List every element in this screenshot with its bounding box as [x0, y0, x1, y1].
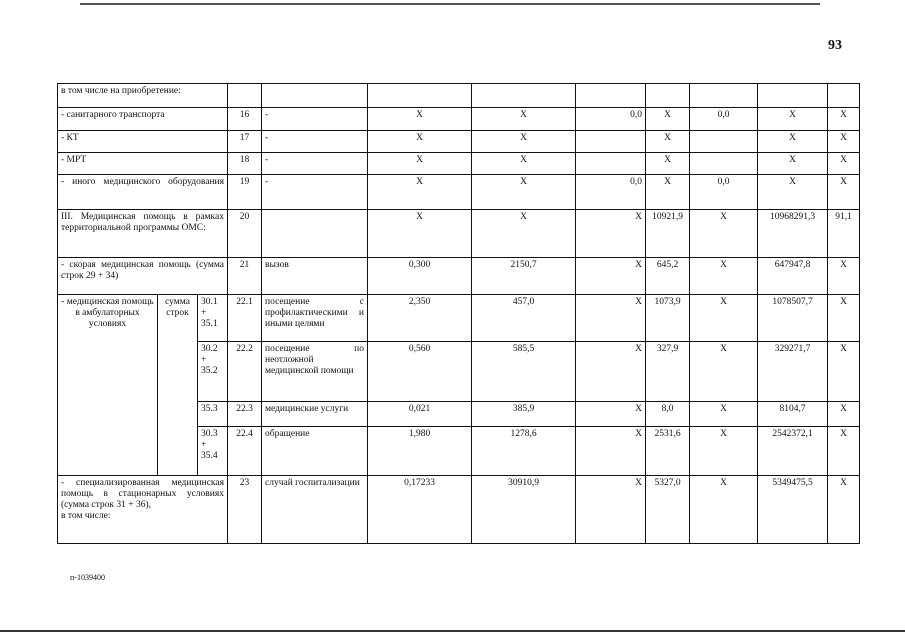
unit-cell: - — [262, 175, 368, 210]
value-cell: 91,1 — [828, 210, 860, 258]
table-row — [58, 258, 860, 295]
value-cell: Х — [828, 108, 860, 131]
value-cell: Х — [690, 342, 758, 402]
ambulatory-label: - медицинская помощь в амбулаторных условиях — [58, 295, 158, 476]
row-label: - МРТ — [58, 153, 228, 175]
unit-cell — [262, 210, 368, 258]
unit-cell: - — [262, 108, 368, 131]
value-cell: 8104,7 — [758, 402, 828, 427]
value-cell: 1078507,7 — [758, 295, 828, 342]
sum-rows-cell: 30.3 + 35.4 — [198, 427, 228, 476]
value-cell: Х — [758, 131, 828, 153]
value-cell: 5327,0 — [646, 476, 690, 544]
unit-cell: - — [262, 153, 368, 175]
financing-table — [57, 83, 860, 544]
bottom-rule — [0, 630, 905, 632]
value-cell: 2542372,1 — [758, 427, 828, 476]
value-cell: Х — [576, 427, 646, 476]
value-cell: Х — [828, 175, 860, 210]
sum-rows-cell: 30.1 + 35.1 — [198, 295, 228, 342]
value-cell: Х — [472, 153, 576, 175]
value-cell: 2,350 — [368, 295, 472, 342]
value-cell: 329271,7 — [758, 342, 828, 402]
value-cell: Х — [828, 153, 860, 175]
unit-cell: - — [262, 131, 368, 153]
value-cell: Х — [646, 175, 690, 210]
table-row — [58, 175, 860, 210]
page-number: 93 — [828, 38, 842, 53]
value-cell: Х — [758, 153, 828, 175]
value-cell: Х — [576, 476, 646, 544]
row-number: 23 — [228, 476, 262, 544]
value-cell: 457,0 — [472, 295, 576, 342]
value-cell: 30910,9 — [472, 476, 576, 544]
row-label: - скорая медицинская помощь (сумма строк 29 + 34) — [58, 258, 228, 295]
value-cell: 8,0 — [646, 402, 690, 427]
value-cell: Х — [472, 108, 576, 131]
value-cell: 0,17233 — [368, 476, 472, 544]
value-cell: Х — [758, 175, 828, 210]
value-cell: 2531,6 — [646, 427, 690, 476]
sum-rows-label: сумма строк — [158, 295, 198, 476]
row-number: 16 — [228, 108, 262, 131]
row-label — [58, 476, 228, 544]
row-label: - санитарного транспорта — [58, 108, 228, 131]
row-number: 22.1 — [228, 295, 262, 342]
value-cell: Х — [368, 175, 472, 210]
value-cell: Х — [828, 427, 860, 476]
value-cell: 385,9 — [472, 402, 576, 427]
value-cell: 0,0 — [576, 175, 646, 210]
table-row — [58, 131, 860, 153]
row-number: 21 — [228, 258, 262, 295]
value-cell: 5349475,5 — [758, 476, 828, 544]
table-row — [58, 295, 860, 342]
value-cell: Х — [828, 131, 860, 153]
value-cell: 645,2 — [646, 258, 690, 295]
value-cell: 1278,6 — [472, 427, 576, 476]
value-cell: 0,0 — [690, 175, 758, 210]
value-cell: Х — [646, 153, 690, 175]
value-cell: Х — [472, 131, 576, 153]
value-cell: Х — [828, 402, 860, 427]
table-row — [58, 108, 860, 131]
unit-cell: обращение — [262, 427, 368, 476]
value-cell: 327,9 — [646, 342, 690, 402]
unit-cell: посещение по неотложной медицинской помощи — [262, 342, 368, 402]
value-cell: Х — [690, 210, 758, 258]
value-cell: Х — [576, 295, 646, 342]
value-cell: Х — [576, 258, 646, 295]
row-number: 22.2 — [228, 342, 262, 402]
value-cell: Х — [690, 295, 758, 342]
value-cell: 0,300 — [368, 258, 472, 295]
row-label: - иного медицинского оборудования — [58, 175, 228, 210]
value-cell: 0,0 — [576, 108, 646, 131]
value-cell — [576, 153, 646, 175]
value-cell: Х — [646, 108, 690, 131]
table-row — [58, 153, 860, 175]
value-cell: Х — [758, 108, 828, 131]
value-cell: Х — [828, 295, 860, 342]
footer-code: п-1039400 — [70, 573, 105, 582]
value-cell: 10968291,3 — [758, 210, 828, 258]
value-cell — [690, 153, 758, 175]
value-cell — [576, 131, 646, 153]
value-cell: Х — [690, 402, 758, 427]
row-label: в том числе на приобретение: — [58, 84, 228, 108]
value-cell: Х — [646, 131, 690, 153]
value-cell: Х — [690, 258, 758, 295]
value-cell: Х — [828, 258, 860, 295]
value-cell: Х — [368, 153, 472, 175]
table-row — [58, 476, 860, 544]
value-cell: 10921,9 — [646, 210, 690, 258]
top-rule — [80, 3, 820, 5]
value-cell: Х — [368, 131, 472, 153]
value-cell: Х — [368, 210, 472, 258]
value-cell — [690, 131, 758, 153]
value-cell: 0,021 — [368, 402, 472, 427]
value-cell: Х — [828, 342, 860, 402]
row-label-text: - специализированная медицинская помощь в стационарных условиях (сумма строк 31 + 36), — [61, 478, 224, 510]
table-row — [58, 210, 860, 258]
value-cell: Х — [368, 108, 472, 131]
value-cell: Х — [576, 402, 646, 427]
value-cell: 647947,8 — [758, 258, 828, 295]
value-cell: Х — [472, 210, 576, 258]
row-number: 18 — [228, 153, 262, 175]
row-number: 17 — [228, 131, 262, 153]
value-cell: 0,0 — [690, 108, 758, 131]
value-cell: 1,980 — [368, 427, 472, 476]
table-row — [58, 84, 860, 108]
value-cell: 0,560 — [368, 342, 472, 402]
sum-rows-cell: 30.2 + 35.2 — [198, 342, 228, 402]
value-cell: 2150,7 — [472, 258, 576, 295]
value-cell: 1073,9 — [646, 295, 690, 342]
value-cell: Х — [828, 476, 860, 544]
unit-cell: посещение с профилактическими и иными целями — [262, 295, 368, 342]
row-number: 22.4 — [228, 427, 262, 476]
row-number: 20 — [228, 210, 262, 258]
row-number: 22.3 — [228, 402, 262, 427]
sum-rows-cell: 35.3 — [198, 402, 228, 427]
value-cell: Х — [576, 342, 646, 402]
unit-cell: вызов — [262, 258, 368, 295]
value-cell: Х — [576, 210, 646, 258]
unit-cell: медицинские услуги — [262, 402, 368, 427]
value-cell: 585,5 — [472, 342, 576, 402]
value-cell: Х — [690, 427, 758, 476]
unit-cell: случай госпитализации — [262, 476, 368, 544]
row-label: III. Медицинская помощь в рамках территориальной программы ОМС: — [58, 210, 228, 258]
value-cell: Х — [690, 476, 758, 544]
value-cell: Х — [472, 175, 576, 210]
row-label: - КТ — [58, 131, 228, 153]
row-label-suffix: в том числе: — [61, 511, 111, 521]
row-number: 19 — [228, 175, 262, 210]
